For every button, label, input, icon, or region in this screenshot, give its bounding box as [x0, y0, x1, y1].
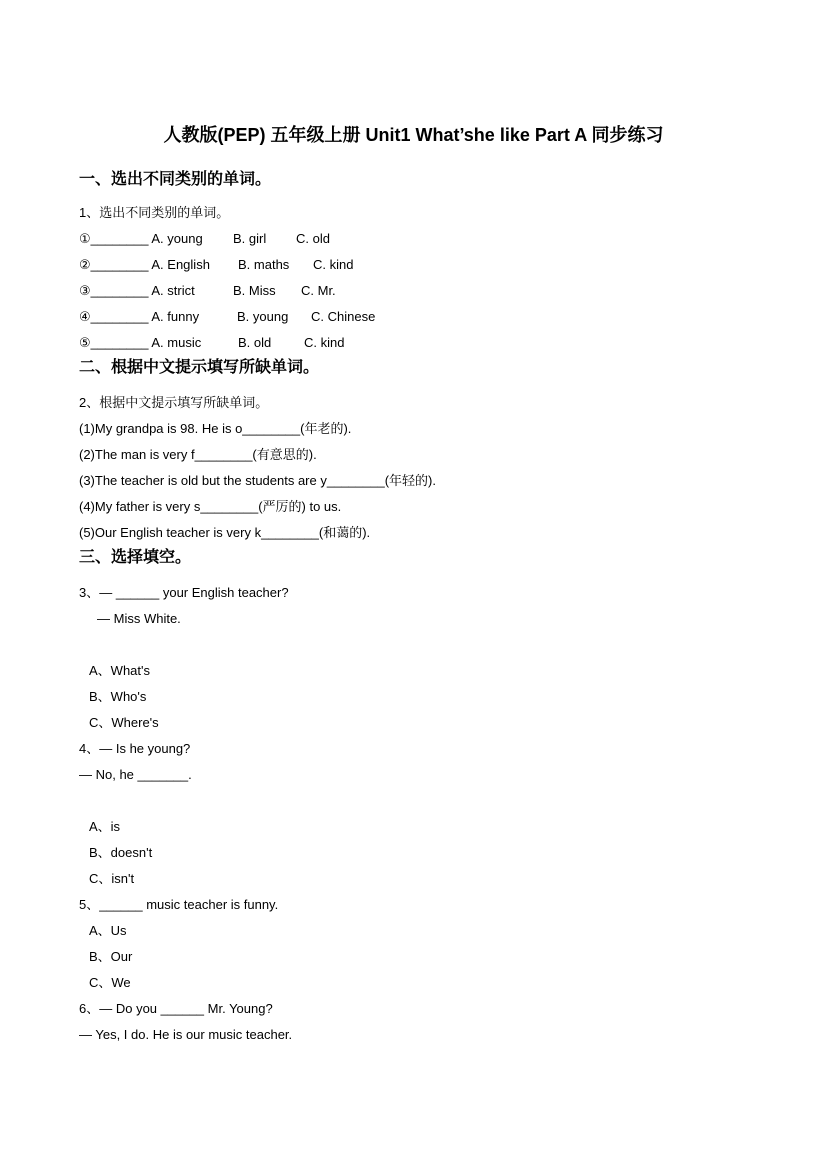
row-2-a: ②________ A. English	[79, 257, 210, 272]
row-3-c: C. Mr.	[301, 283, 336, 298]
question-2-prompt: 2、根据中文提示填写所缺单词。	[79, 395, 269, 410]
fill-item-3: (3)The teacher is old but the students are y________(年轻的).	[79, 473, 436, 488]
question-6-reply: — Yes, I do. He is our music teacher.	[79, 1027, 293, 1042]
question-3-reply: — Miss White.	[97, 611, 181, 626]
row-3-b: B. Miss	[233, 283, 276, 298]
question-5-option-c: C、We	[89, 975, 131, 990]
row-1-a: ①________ A. young	[79, 231, 203, 246]
row-5-b: B. old	[238, 335, 272, 350]
row-2-b: B. maths	[238, 257, 290, 272]
question-4-stem: 4、— Is he young?	[79, 741, 191, 756]
row-5-a: ⑤________ A. music	[79, 335, 202, 350]
word-row-3	[79, 282, 336, 299]
row-1-b: B. girl	[233, 231, 267, 246]
row-3-a: ③________ A. strict	[79, 283, 195, 298]
question-6-stem: 6、— Do you ______ Mr. Young?	[79, 1001, 273, 1016]
row-4-c: C. Chinese	[311, 309, 376, 324]
row-1-c: C. old	[296, 231, 330, 246]
question-4-reply: — No, he _______.	[79, 767, 192, 782]
question-5-stem: 5、______ music teacher is funny.	[79, 897, 279, 912]
page-title: 人教版(PEP) 五年级上册 Unit1 What’she like Part A 同步练习	[163, 125, 664, 145]
question-3-option-c: C、Where's	[89, 715, 159, 730]
word-row-5	[79, 334, 344, 351]
question-3-stem: 3、— ______ your English teacher?	[79, 585, 289, 600]
question-5-option-b: B、Our	[89, 949, 133, 964]
fill-item-4: (4)My father is very s________(严厉的) to us.	[79, 499, 342, 514]
question-4-option-b: B、doesn't	[89, 845, 153, 860]
row-4-a: ④________ A. funny	[79, 309, 200, 324]
row-4-b: B. young	[237, 309, 289, 324]
fill-item-1: (1)My grandpa is 98. He is o________(年老的).	[79, 421, 352, 436]
question-3-option-b: B、Who's	[89, 689, 147, 704]
row-5-c: C. kind	[304, 335, 345, 350]
question-4-option-c: C、isn't	[89, 871, 135, 886]
word-row-2	[79, 256, 353, 273]
section-3-heading: 三、选择填空。	[79, 549, 192, 566]
section-1-heading: 一、选出不同类别的单词。	[79, 171, 272, 188]
fill-item-5: (5)Our English teacher is very k________(和蔼的).	[79, 525, 371, 540]
question-5-option-a: A、Us	[89, 923, 127, 938]
question-1-prompt: 1、选出不同类别的单词。	[79, 205, 230, 220]
fill-item-2: (2)The man is very f________(有意思的).	[79, 447, 317, 462]
question-4-option-a: A、is	[89, 819, 121, 834]
word-row-1	[79, 230, 330, 247]
question-3-option-a: A、What's	[89, 663, 150, 678]
section-2-heading: 二、根据中文提示填写所缺单词。	[79, 359, 320, 376]
word-row-4	[79, 308, 375, 325]
row-2-c: C. kind	[313, 257, 354, 272]
